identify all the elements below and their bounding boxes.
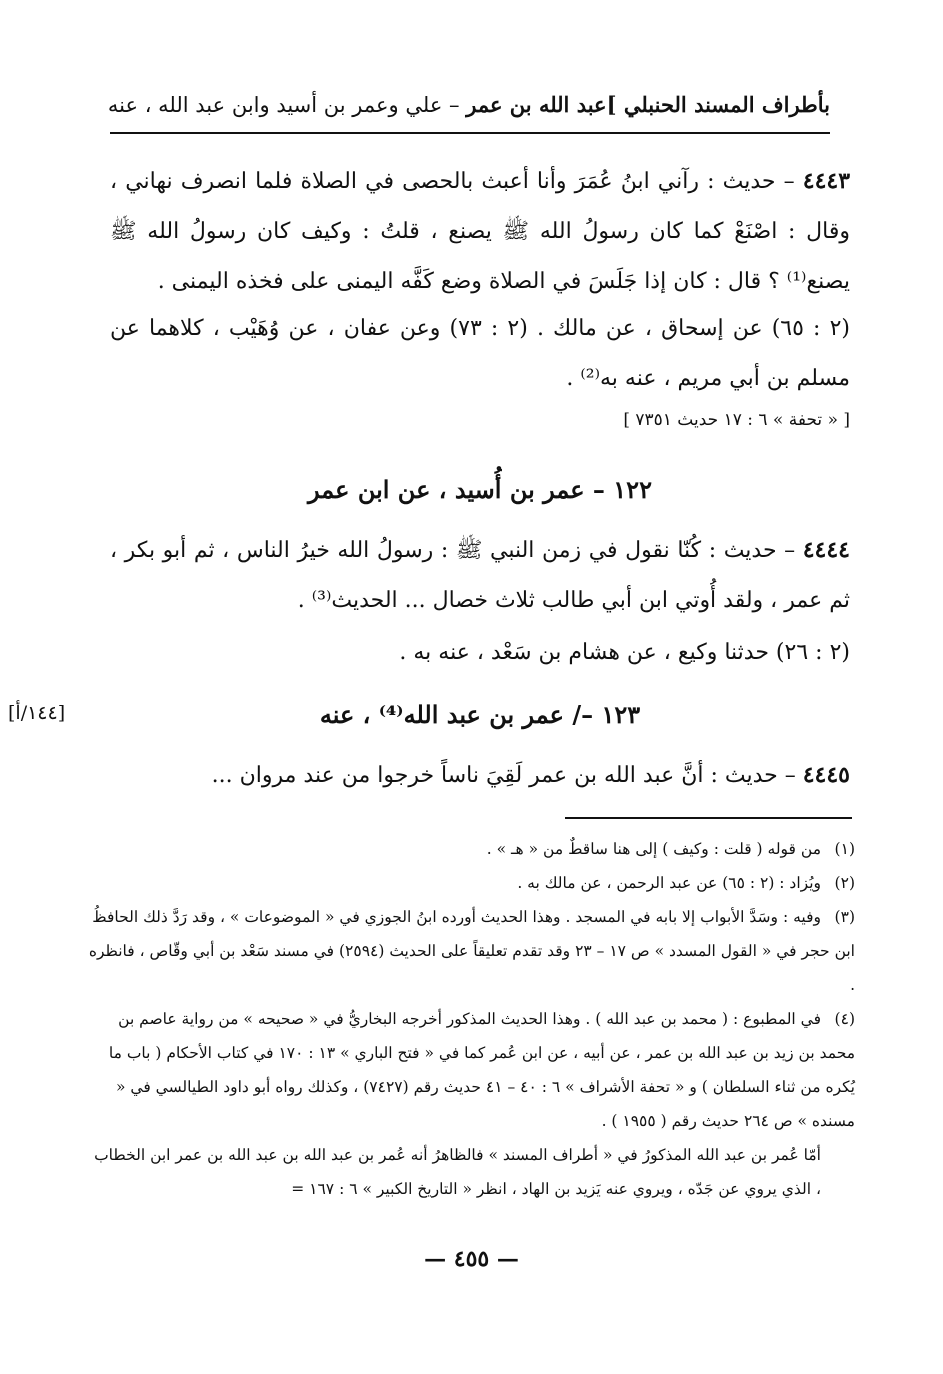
footnote-3 <box>85 900 855 1002</box>
hadith-4445 <box>110 750 850 801</box>
footnote-1 <box>85 832 855 866</box>
hadith-text: – حديث : رآني ابنُ عُمَرَ وأنا أعبث بالحصى في الصلاة فلما انصرف نهاني ، وقال : اصْنَعْ كما كان رسولُ الله ﷺ يصنع ، قلتُ : وكيف كان رسولُ الله ﷺ يصنع⁽¹⁾ ؟ قال : كان إذا جَلَسَ في الصلاة وضع كَفَّه اليمنى على فخذه اليمنى . <box>110 169 850 294</box>
hadith-text: – حديث : أنَّ عبد الله بن عمر لَقِيَ ناساً خرجوا من عند مروان ... <box>211 763 796 788</box>
footnote-text: ويُزاد : (٢ : ٦٥) عن عبد الرحمن ، عن مالك به . <box>517 874 821 892</box>
footnote-4-continued <box>85 1138 855 1206</box>
hadith-number: ٤٤٤٣ <box>802 168 851 194</box>
hadith-4444-sources: (٢ : ٢٦) حدثنا وكيع ، عن هشام بن سَعْد ، عنه به . <box>399 640 850 665</box>
hadith-4444 <box>110 525 850 626</box>
header-rule <box>110 132 830 134</box>
footnote-text: وفيه : وسَدَّ الأبواب إلا بابه في المسجد . وهذا الحديث أورده ابنُ الجوزي في « الموضوعات » ، وقد رَدَّ ذلك الحافظُ ابن حجر في « القول المسدد » ص ١٧ – ٢٣ وقد تقدم تعليقاً على الحديث (٢٥٩٤) في مسند سَعْد بن أبي وقّاص ، فانظره . <box>88 908 855 994</box>
footnote-text: من قوله ( قلت : وكيف ) إلى هنا ساقطٌ من « هـ » . <box>486 840 821 858</box>
section-title-123: ١٢٣ –/ عمر بن عبد الله⁽⁴⁾ ، عنه <box>319 700 641 729</box>
footnote-2 <box>85 866 855 900</box>
hadith-4443 <box>110 156 850 307</box>
header-chapter-rest: – علي وعمر بن أسيد وابن عبد الله ، عنه <box>107 93 460 117</box>
footnote-number: (٤) <box>834 1010 855 1028</box>
footnote-rule <box>565 817 852 819</box>
section-title-122: ١٢٢ – عمر بن أُسيد ، عن ابن عمر <box>308 475 652 504</box>
footnote-number: (٣) <box>834 908 855 926</box>
footnote-4 <box>85 1002 855 1138</box>
hadith-number: ٤٤٤٥ <box>802 762 850 788</box>
footnote-text: في المطبوع : ( محمد بن عبد الله ) . وهذا الحديث المذكور أخرجه البخاريُّ في « صحيحه » من رواية عاصم بن محمد بن زيد بن عبد الله بن عمر ، عن أبيه ، عن ابن عُمر كما في « فتح الباري » ١٣ : ١٧٠ في كتاب الأحكام ( باب ما يُكره من ثناء السلطان ) و « تحفة الأشراف » ٦ : ٤٠ – ٤١ حديث رقم (٧٤٢٧) ، وكذلك رواه أبو داود الطيالسي في « مسنده » ص ٢٦٤ حديث رقم ( ١٩٥٥ ) . <box>108 1010 855 1130</box>
hadith-4443-sources: (٢ : ٦٥) عن إسحاق ، عن مالك . (٢ : ٧٣) وعن عفان ، عن وُهَيْب ، كلاهما عن مسلم بن أبي مريم ، عنه به⁽²⁾ . <box>110 316 850 391</box>
hadith-number: ٤٤٤٤ <box>802 537 850 563</box>
page-number: — ٤٥٥ — <box>424 1246 519 1272</box>
header-chapter <box>108 92 607 117</box>
header-chapter-name: عبد الله بن عمر <box>466 92 607 117</box>
hadith-text: – حديث : كُنّا نقول في زمن النبي ﷺ : رسولُ الله خيرُ الناس ، ثم أبو بكر ، ثم عمر ، ولقد أُوتي ابن أبي طالب ثلاث خصال ... الحديث⁽³⁾ . <box>110 538 850 613</box>
footnote-text: أمّا عُمر بن عبد الله المذكورُ في « أطراف المسند » فالظاهرُ أنه عُمر بن عبد الله بن عبد الله بن عمر ابن الخطاب ، الذي يروي عن جَدّه ، ويروي عنه يَزيد بن الهاد ، انظر « التاريخ الكبير » ٦ : ١٦٧ = <box>94 1146 821 1198</box>
footnote-number: (٢) <box>834 874 855 892</box>
footnotes <box>85 832 855 1206</box>
running-header <box>107 92 830 117</box>
footnote-number: (١) <box>834 840 855 858</box>
tuhfa-reference: [ « تحفة » ٦ : ١٧ حديث ٧٣٥١ ] <box>623 410 850 430</box>
manuscript-folio-note: [١٤٤/أ] <box>8 702 66 724</box>
header-book-title: بأطراف المسند الحنبلي ] <box>606 92 830 117</box>
